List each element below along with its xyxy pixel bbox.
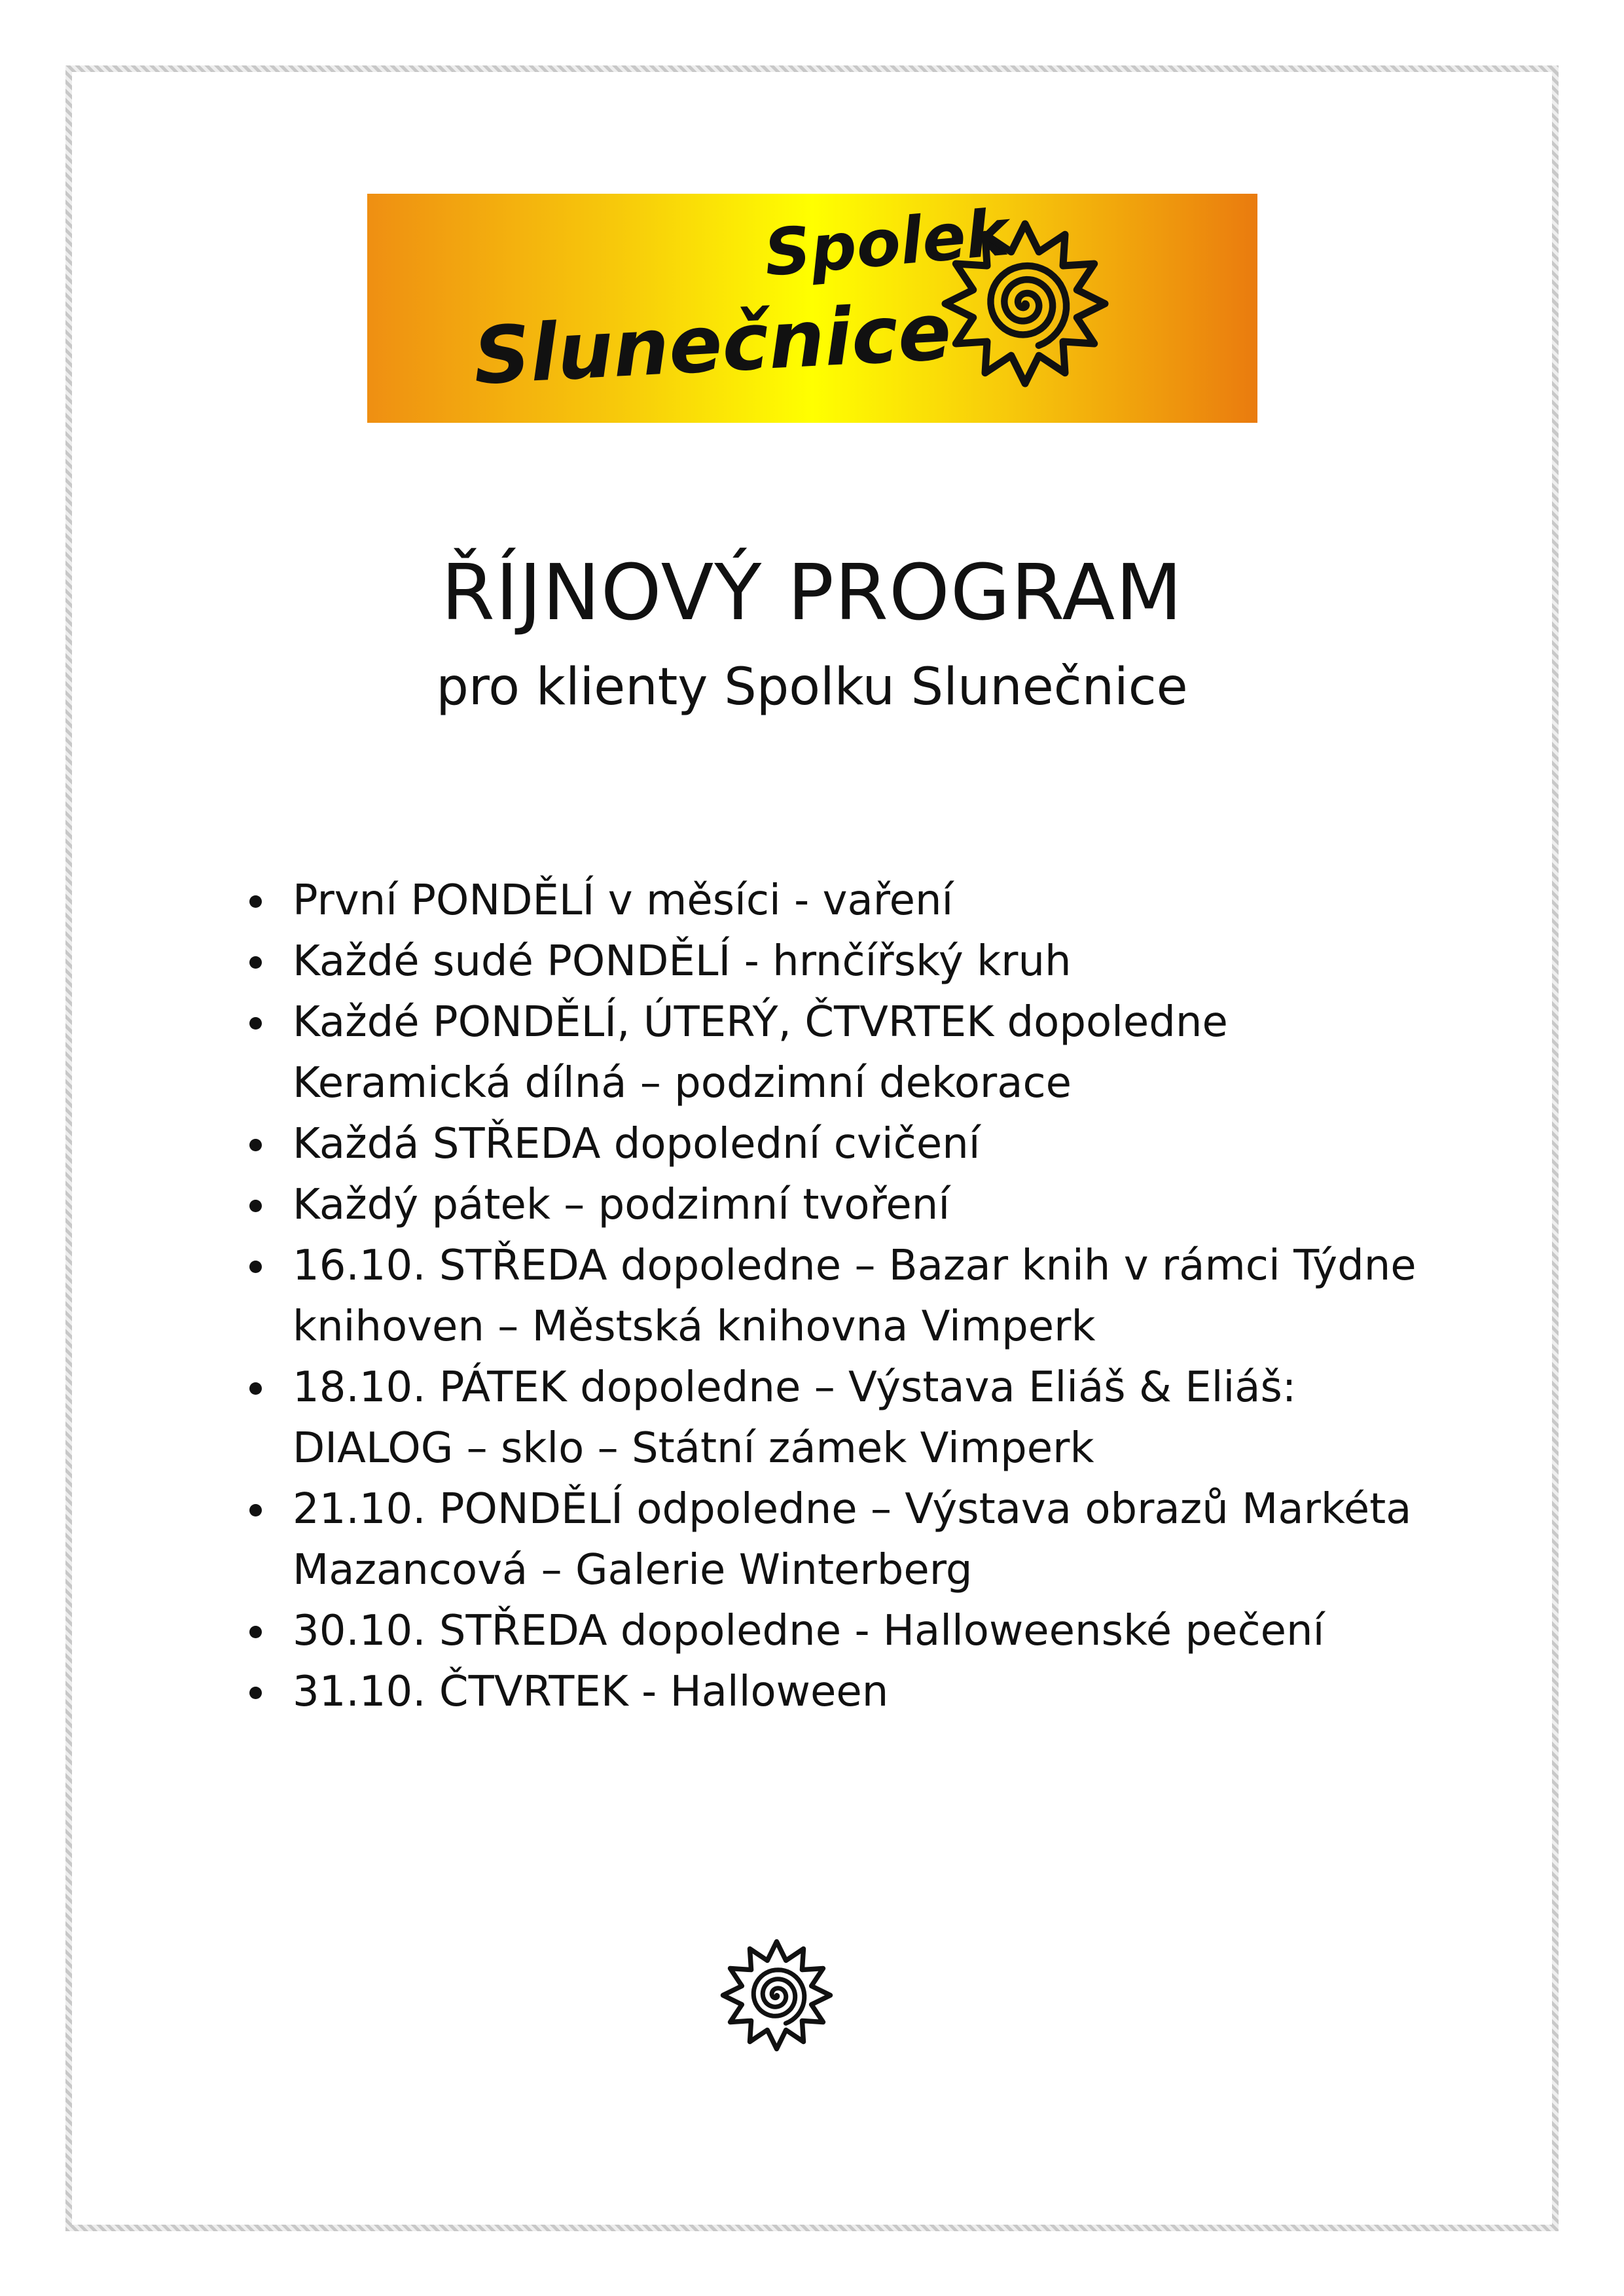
title-block	[0, 537, 1624, 726]
program-item	[245, 870, 1476, 931]
bullet-icon	[249, 1017, 262, 1030]
program-item-text: 31.10. ČTVRTEK - Halloween	[293, 1668, 889, 1716]
program-item	[245, 1236, 1476, 1357]
logo-word-spolek: Spolek	[761, 195, 1011, 291]
program-item	[245, 1357, 1476, 1479]
bullet-icon	[249, 1382, 262, 1395]
page-subtitle: pro klienty Spolku Slunečnice	[436, 658, 1188, 717]
program-item-text: Každý pátek – podzimní tvoření	[293, 1181, 950, 1229]
program-item-text: DIALOG – sklo – Státní zámek Vimperk	[293, 1424, 1094, 1473]
program-item-text: Mazancová – Galerie Winterberg	[293, 1546, 973, 1594]
bullet-icon	[249, 956, 262, 969]
bullet-icon	[249, 895, 262, 908]
program-item-text: Každé PONDĚLÍ, ÚTERÝ, ČTVRTEK dopoledne	[293, 998, 1228, 1047]
bullet-icon	[249, 1200, 262, 1212]
program-item-text: 16.10. STŘEDA dopoledne – Bazar knih v rámci Týdne	[293, 1242, 1416, 1290]
footer-sun-icon	[719, 1938, 834, 2053]
program-item	[245, 992, 1476, 1114]
program-item	[245, 1479, 1476, 1601]
sun-spiral-icon	[723, 1942, 831, 2049]
program-item-text: 30.10. STŘEDA dopoledne - Halloweenské pečení	[293, 1607, 1325, 1655]
program-item	[245, 1662, 1476, 1723]
logo	[367, 194, 1257, 423]
program-item-text: knihoven – Městská knihovna Vimperk	[293, 1302, 1096, 1351]
program-item-text: Keramická dílná – podzimní dekorace	[293, 1059, 1072, 1107]
bullet-icon	[249, 1504, 262, 1516]
bullet-icon	[249, 1261, 262, 1273]
program-item-text: 21.10. PONDĚLÍ odpoledne – Výstava obrazů Markéta	[293, 1485, 1412, 1534]
bullet-icon	[249, 1139, 262, 1151]
logo-banner	[367, 194, 1257, 423]
program-item-text: 18.10. PÁTEK dopoledne – Výstava Eliáš & Eliáš:	[293, 1363, 1297, 1412]
program-item	[245, 1601, 1476, 1662]
program-item	[245, 931, 1476, 992]
program-list	[245, 870, 1476, 1723]
bullet-icon	[249, 1626, 262, 1638]
program-item-text: První PONDĚLÍ v měsíci - vaření	[293, 876, 954, 925]
program-item	[245, 1114, 1476, 1175]
program-item-text: Každé sudé PONDĚLÍ - hrnčířský kruh	[293, 937, 1072, 986]
logo-word-slunecnice: Slunečnice	[471, 286, 954, 403]
program-item	[245, 1175, 1476, 1236]
page-title: ŘÍJNOVÝ PROGRAM	[441, 547, 1183, 637]
bullet-icon	[249, 1687, 262, 1699]
program-item-text: Každá STŘEDA dopolední cvičení	[293, 1120, 981, 1168]
